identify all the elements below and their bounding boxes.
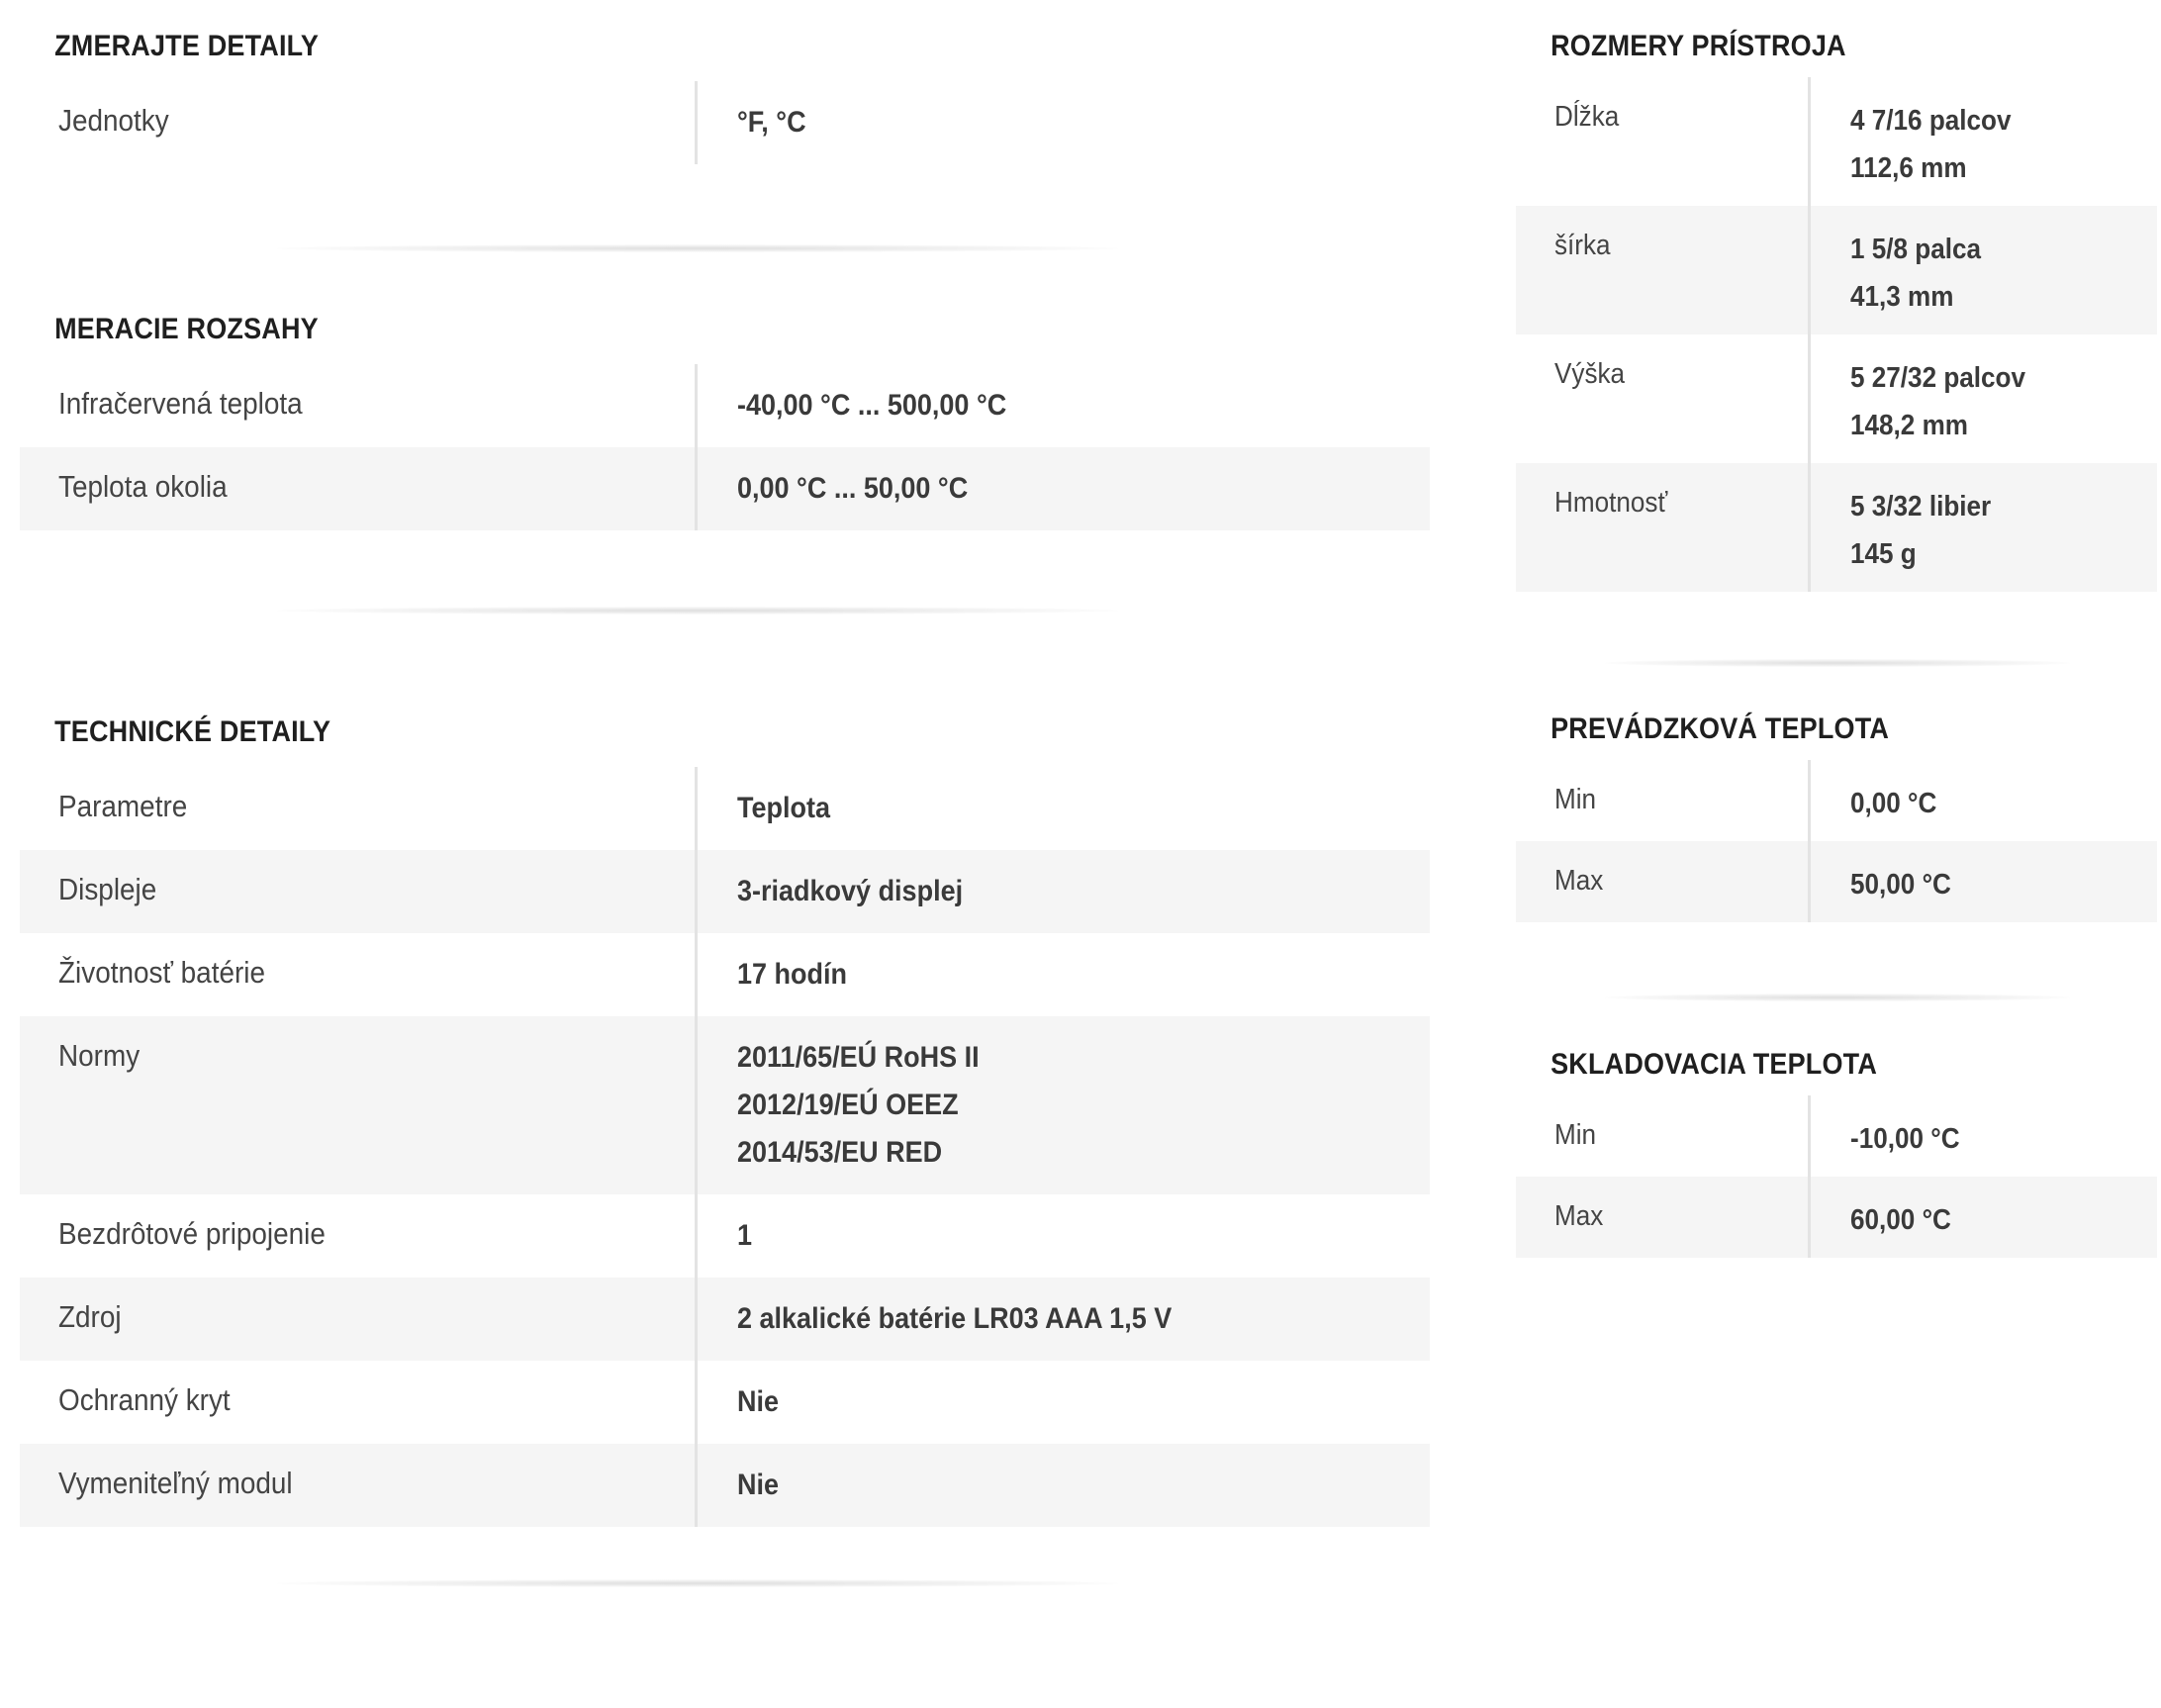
spec-value-text: 4 7/16 palcov <box>1850 105 2012 137</box>
spec-label <box>1516 1095 1810 1177</box>
spec-value <box>1810 334 2158 463</box>
section-title: TECHNICKÉ DETAILY <box>54 715 331 748</box>
spec-label-text: Max <box>1554 1200 1604 1232</box>
spec-value-text: 41,3 mm <box>1850 281 1954 313</box>
spec-label <box>20 1444 697 1527</box>
spec-label-text: Displeje <box>58 872 157 906</box>
spec-value-line <box>737 1462 1430 1509</box>
spec-label <box>20 447 697 530</box>
spec-value-text: 1 5/8 palca <box>1850 234 1982 265</box>
spec-value <box>1810 1095 2158 1177</box>
spec-table <box>1516 760 2157 922</box>
table-row <box>20 1194 1430 1278</box>
spec-label <box>1516 463 1810 592</box>
spec-value-text: 2012/19/EÚ OEEZ <box>737 1089 959 1121</box>
table-row <box>20 1444 1430 1527</box>
spec-value-text: °F, °C <box>737 106 806 139</box>
spec-value-text: 0,00 °C ... 50,00 °C <box>737 472 969 505</box>
spec-value <box>1810 463 2158 592</box>
spec-label-text: Jednotky <box>58 103 169 138</box>
spec-value-text: Nie <box>737 1469 780 1501</box>
section-title: MERACIE ROZSAHY <box>54 313 319 345</box>
spec-value-line <box>737 1034 1430 1082</box>
spec-value-line <box>737 1129 1430 1177</box>
spec-label-text: Dĺžka <box>1554 101 1620 133</box>
spec-table <box>1516 1095 2157 1258</box>
spec-value-line <box>737 1082 1430 1129</box>
spec-value <box>1810 760 2158 841</box>
spec-value <box>697 81 1431 164</box>
spec-label-text: šírka <box>1554 230 1611 261</box>
spec-value-line <box>737 99 1430 146</box>
spec-label <box>20 1016 697 1194</box>
spec-label-text: Min <box>1554 784 1597 815</box>
section-divider <box>277 607 1118 615</box>
spec-value-line <box>737 951 1430 998</box>
spec-value-line <box>1850 1115 2157 1163</box>
spec-label-text: Životnosť batérie <box>58 955 265 990</box>
spec-value-text: 1 <box>737 1219 753 1252</box>
spec-label <box>1516 1177 1810 1258</box>
spec-value-text: 2014/53/EU RED <box>737 1136 943 1169</box>
spec-label-text: Vymeniteľný modul <box>58 1466 293 1500</box>
spec-label <box>20 1194 697 1278</box>
table-row <box>20 447 1430 530</box>
spec-value <box>697 364 1431 447</box>
section-divider <box>277 1579 1118 1587</box>
section-title: ZMERAJTE DETAILY <box>54 30 320 62</box>
table-row <box>1516 760 2157 841</box>
spec-label <box>1516 206 1810 334</box>
section-operating-temperature <box>1516 712 2157 922</box>
spec-value <box>1810 1177 2158 1258</box>
spec-value <box>697 1444 1431 1527</box>
spec-value-text: Nie <box>737 1385 780 1418</box>
spec-table <box>20 364 1430 530</box>
table-row <box>20 933 1430 1016</box>
spec-label-text: Zdroj <box>58 1299 122 1334</box>
table-row <box>20 1016 1430 1194</box>
spec-table <box>20 81 1430 164</box>
spec-value <box>697 1361 1431 1444</box>
spec-label-text: Max <box>1554 865 1604 897</box>
spec-value-text: Teplota <box>737 792 831 824</box>
spec-value <box>697 447 1431 530</box>
spec-value-line <box>1850 483 2157 530</box>
spec-value <box>697 850 1431 933</box>
spec-value-text: 112,6 mm <box>1850 152 1967 184</box>
table-row <box>20 364 1430 447</box>
spec-value <box>697 1278 1431 1361</box>
table-row <box>1516 206 2157 334</box>
spec-value <box>697 1194 1431 1278</box>
table-row <box>1516 77 2157 206</box>
table-row <box>1516 1095 2157 1177</box>
spec-label <box>20 933 697 1016</box>
section-divider <box>1605 994 2070 1001</box>
spec-value-line <box>737 785 1430 832</box>
table-row <box>1516 463 2157 592</box>
spec-value-text: 5 27/32 palcov <box>1850 362 2026 394</box>
spec-label-text: Bezdrôtové pripojenie <box>58 1216 326 1251</box>
section-technical-details <box>20 715 1430 1527</box>
spec-value-line <box>737 465 1430 513</box>
spec-value <box>1810 841 2158 922</box>
spec-value-text: 0,00 °C <box>1850 788 1937 819</box>
table-row <box>1516 1177 2157 1258</box>
spec-label-text: Teplota okolia <box>58 469 228 504</box>
spec-label <box>1516 77 1810 206</box>
spec-value-line <box>1850 354 2157 402</box>
section-measuring-ranges <box>20 313 1430 530</box>
section-measure-details <box>20 30 1430 164</box>
spec-label <box>1516 334 1810 463</box>
table-row <box>20 767 1430 850</box>
table-row <box>1516 841 2157 922</box>
spec-value <box>697 933 1431 1016</box>
table-row <box>20 1278 1430 1361</box>
spec-label-text: Normy <box>58 1038 141 1073</box>
table-row <box>20 81 1430 164</box>
spec-label-text: Min <box>1554 1119 1597 1151</box>
spec-label <box>20 81 697 164</box>
spec-label-text: Hmotnosť <box>1554 487 1668 519</box>
spec-label <box>20 1361 697 1444</box>
spec-value-line <box>1850 530 2157 578</box>
spec-table <box>1516 77 2157 592</box>
spec-label <box>20 1278 697 1361</box>
spec-value <box>1810 77 2158 206</box>
table-row <box>20 850 1430 933</box>
spec-value-text: 3-riadkový displej <box>737 875 964 907</box>
spec-value-text: 2 alkalické batérie LR03 AAA 1,5 V <box>737 1302 1173 1335</box>
spec-value-text: -40,00 °C ... 500,00 °C <box>737 389 1007 422</box>
table-row <box>1516 334 2157 463</box>
spec-label-text: Parametre <box>58 789 188 823</box>
spec-label-text: Infračervená teplota <box>58 386 303 421</box>
spec-value-text: 5 3/32 libier <box>1850 491 1992 522</box>
spec-value-line <box>1850 780 2157 827</box>
spec-value-text: 148,2 mm <box>1850 410 1968 441</box>
table-row <box>20 1361 1430 1444</box>
section-title: ROZMERY PRÍSTROJA <box>1550 30 1846 62</box>
spec-value-text: 2011/65/EÚ RoHS II <box>737 1041 980 1074</box>
spec-value <box>697 767 1431 850</box>
spec-value-line <box>1850 97 2157 144</box>
spec-label <box>20 850 697 933</box>
spec-label <box>20 364 697 447</box>
spec-value-line <box>737 382 1430 429</box>
section-device-dimensions <box>1516 30 2157 592</box>
section-storage-temperature <box>1516 1048 2157 1258</box>
section-title: PREVÁDZKOVÁ TEPLOTA <box>1550 712 1890 745</box>
spec-value-line <box>1850 1196 2157 1244</box>
section-title: SKLADOVACIA TEPLOTA <box>1550 1048 1878 1081</box>
spec-value-text: -10,00 °C <box>1850 1123 1960 1155</box>
spec-value-line <box>737 1212 1430 1260</box>
spec-value-line <box>737 868 1430 915</box>
spec-value-line <box>737 1378 1430 1426</box>
spec-label-text: Výška <box>1554 358 1626 390</box>
spec-value-text: 60,00 °C <box>1850 1204 1951 1236</box>
spec-label-text: Ochranný kryt <box>58 1382 231 1417</box>
spec-label <box>1516 760 1810 841</box>
spec-value-line <box>737 1295 1430 1343</box>
spec-value-line <box>1850 861 2157 908</box>
spec-table <box>20 767 1430 1527</box>
spec-value-text: 17 hodín <box>737 958 848 991</box>
section-divider <box>277 244 1118 252</box>
spec-value-text: 50,00 °C <box>1850 869 1951 901</box>
spec-value-line <box>1850 144 2157 192</box>
spec-label <box>20 767 697 850</box>
spec-value <box>1810 206 2158 334</box>
spec-value-text: 145 g <box>1850 538 1917 570</box>
spec-value <box>697 1016 1431 1194</box>
spec-label <box>1516 841 1810 922</box>
section-divider <box>1605 659 2070 667</box>
spec-value-line <box>1850 273 2157 321</box>
spec-value-line <box>1850 402 2157 449</box>
spec-value-line <box>1850 226 2157 273</box>
